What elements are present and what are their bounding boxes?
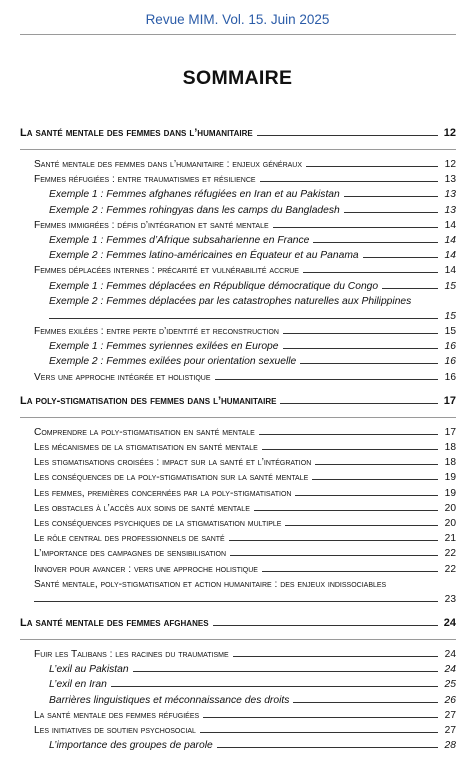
entry-label: Vers une approche intégrée et holistique xyxy=(34,371,211,383)
toc-entry[interactable] xyxy=(20,324,456,339)
entry-page-number: 13 xyxy=(444,174,456,186)
entry-page-number: 20 xyxy=(444,502,456,514)
leader-line xyxy=(213,625,438,626)
toc-entry[interactable] xyxy=(20,562,456,577)
leader-line xyxy=(295,495,438,496)
leader-line xyxy=(230,555,438,556)
entry-page-number: 15 xyxy=(444,310,456,322)
toc-entry[interactable] xyxy=(20,354,456,369)
leader-line xyxy=(262,571,438,572)
entry-label: Les mécanismes de la stigmatisation en santé mentale xyxy=(34,442,258,454)
entry-page-number: 28 xyxy=(444,740,456,752)
section-page-number: 24 xyxy=(443,617,456,630)
toc-entry[interactable] xyxy=(20,501,456,516)
entry-leader-row xyxy=(34,592,456,607)
entry-label: Les initiatives de soutien psychosocial xyxy=(34,725,196,737)
leader-line xyxy=(215,379,438,380)
page-title: SOMMAIRE xyxy=(182,67,293,89)
toc-section xyxy=(20,127,456,385)
entry-label: Exemple 2 : Femmes latino-américaines en Équateur et au Panama xyxy=(49,250,359,262)
leader-line xyxy=(233,656,438,657)
entry-page-number: 27 xyxy=(444,725,456,737)
toc-entry[interactable] xyxy=(20,279,456,294)
toc-entry[interactable] xyxy=(20,693,456,708)
entry-label: Exemple 2 : Femmes rohingyas dans les camps du Bangladesh xyxy=(49,204,340,216)
leader-line xyxy=(34,601,438,602)
toc-entry[interactable] xyxy=(20,677,456,692)
toc-entry[interactable] xyxy=(20,248,456,263)
entry-page-number: 12 xyxy=(444,159,456,170)
entry-label: Femmes déplacées internes : précarité et vulnérabilité accrue xyxy=(34,265,299,277)
toc-entry[interactable] xyxy=(20,455,456,470)
leader-line xyxy=(262,449,438,450)
leader-line xyxy=(111,686,438,687)
entry-page-number: 22 xyxy=(444,548,456,560)
leader-line xyxy=(273,227,438,228)
toc-entry[interactable] xyxy=(20,187,456,202)
entry-page-number: 19 xyxy=(444,472,456,484)
toc-entry[interactable] xyxy=(20,425,456,440)
entry-page-number: 20 xyxy=(444,517,456,529)
entry-label: Femmes immigrées : défis d’intégration et santé mentale xyxy=(34,219,269,231)
toc-entry[interactable] xyxy=(20,470,456,485)
entry-page-number: 14 xyxy=(444,250,456,262)
entry-label: Comprendre la poly-stigmatisation en santé mentale xyxy=(34,426,255,438)
leader-line xyxy=(306,166,438,167)
entry-label: L’importance des campagnes de sensibilisation xyxy=(34,548,227,560)
entry-label: Les stigmatisations croisées : impact sur la santé et l’intégration xyxy=(34,457,312,469)
toc-entry[interactable] xyxy=(20,708,456,723)
toc-entry[interactable] xyxy=(20,577,456,607)
leader-line xyxy=(344,212,438,213)
entry-label: Femmes exilées : entre perte d’identité et reconstruction xyxy=(34,326,279,338)
entry-label: Exemple 2 : Femmes déplacées par les catastrophes naturelles aux Philippines xyxy=(49,295,412,307)
leader-line xyxy=(200,732,438,733)
entry-page-number: 15 xyxy=(444,280,456,292)
entry-page-number: 16 xyxy=(444,371,456,383)
entry-leader-row xyxy=(49,309,456,324)
section-title: La poly-stigmatisation des femmes dans l’humanitaire xyxy=(20,394,277,407)
leader-line xyxy=(259,434,438,435)
leader-line xyxy=(280,403,438,404)
entry-page-number: 24 xyxy=(444,664,456,676)
section-divider xyxy=(20,417,456,418)
entry-page-number: 14 xyxy=(444,265,456,277)
leader-line xyxy=(312,479,438,480)
leader-line xyxy=(133,671,438,672)
entry-page-number: 16 xyxy=(444,341,456,353)
entry-label: Exemple 1 : Femmes déplacées en République démocratique du Congo xyxy=(49,280,379,292)
entry-label: Santé mentale, poly-stigmatisation et action humanitaire : des enjeux indissociables xyxy=(34,578,387,590)
entry-page-number: 25 xyxy=(444,679,456,691)
leader-line xyxy=(303,272,438,273)
entry-label: Exemple 1 : Femmes syriennes exilées en Europe xyxy=(49,341,279,353)
toc-entry[interactable] xyxy=(20,516,456,531)
toc-entry[interactable] xyxy=(20,233,456,248)
entry-page-number: 17 xyxy=(444,426,456,438)
entry-page-number: 21 xyxy=(444,533,456,545)
entry-page-number: 16 xyxy=(444,356,456,368)
leader-line xyxy=(229,540,438,541)
toc-entry[interactable] xyxy=(20,440,456,455)
section-divider xyxy=(20,639,456,640)
section-heading[interactable] xyxy=(20,617,456,637)
section-title: La santé mentale des femmes afghanes xyxy=(20,617,209,630)
toc-entry[interactable] xyxy=(20,662,456,677)
entry-page-number: 18 xyxy=(444,442,456,454)
toc-entry[interactable] xyxy=(20,339,456,354)
entry-page-number: 14 xyxy=(444,219,456,231)
header-rule xyxy=(20,34,456,35)
toc-entry[interactable] xyxy=(20,531,456,546)
toc-entry[interactable] xyxy=(20,738,456,753)
entry-page-number: 14 xyxy=(444,234,456,246)
leader-line xyxy=(257,135,438,136)
leader-line xyxy=(217,747,438,748)
toc-entry[interactable] xyxy=(20,218,456,233)
toc-entry[interactable] xyxy=(20,486,456,501)
entry-label: Exemple 2 : Femmes exilées pour orientation sexuelle xyxy=(49,356,297,368)
leader-line xyxy=(293,702,438,703)
section-page-number: 12 xyxy=(443,127,456,139)
journal-header: Revue MIM. Vol. 15. Juin 2025 xyxy=(145,12,330,27)
toc-entry[interactable] xyxy=(20,294,456,324)
toc-entry[interactable] xyxy=(20,263,456,278)
entry-label: L’exil en Iran xyxy=(49,679,107,691)
leader-line xyxy=(49,318,438,319)
entry-label: Barrières linguistiques et méconnaissance des droits xyxy=(49,694,290,706)
toc-entry[interactable] xyxy=(20,647,456,662)
entry-page-number: 22 xyxy=(444,563,456,575)
entry-page-number: 13 xyxy=(444,189,456,201)
section-heading[interactable] xyxy=(20,395,456,415)
entry-label: Exemple 1 : Femmes d’Afrique subsaharienne en France xyxy=(49,234,310,246)
toc-entry[interactable] xyxy=(20,370,456,385)
section-title: La santé mentale des femmes dans l’humanitaire xyxy=(20,127,253,139)
toc-section xyxy=(20,617,456,753)
section-divider xyxy=(20,149,456,150)
entry-label: Exemple 1 : Femmes afghanes réfugiées en Iran et au Pakistan xyxy=(49,189,340,201)
entry-page-number: 24 xyxy=(444,649,456,661)
table-of-contents xyxy=(20,127,456,763)
toc-entry[interactable] xyxy=(20,723,456,738)
leader-line xyxy=(315,464,438,465)
entry-page-number: 19 xyxy=(444,487,456,499)
toc-entry[interactable] xyxy=(20,203,456,218)
entry-label: L’exil au Pakistan xyxy=(49,664,129,676)
leader-line xyxy=(382,288,438,289)
entry-label: Les obstacles à l’accès aux soins de santé mentale xyxy=(34,502,250,514)
leader-line xyxy=(363,257,438,258)
entry-page-number: 23 xyxy=(444,593,456,605)
entry-label: Femmes réfugiées : entre traumatismes et résilience xyxy=(34,174,256,186)
entry-page-number: 13 xyxy=(444,204,456,216)
entry-page-number: 18 xyxy=(444,457,456,469)
entry-label: L’importance des groupes de parole xyxy=(49,740,213,752)
toc-entry[interactable] xyxy=(20,546,456,561)
leader-line xyxy=(283,348,439,349)
entry-page-number: 26 xyxy=(444,694,456,706)
entry-label: Les conséquences psychiques de la stigmatisation multiple xyxy=(34,517,282,529)
toc-entry[interactable] xyxy=(20,157,456,172)
toc-entry[interactable] xyxy=(20,172,456,187)
leader-line xyxy=(344,196,438,197)
leader-line xyxy=(300,363,438,364)
entry-label: Les conséquences de la poly-stigmatisation sur la santé mentale xyxy=(34,472,309,484)
section-page-number: 17 xyxy=(443,394,456,407)
leader-line xyxy=(283,333,438,334)
toc-section xyxy=(20,395,456,607)
leader-line xyxy=(260,181,438,182)
entry-label: La santé mentale des femmes réfugiées xyxy=(34,709,200,721)
entry-page-number: 15 xyxy=(444,326,456,338)
leader-line xyxy=(254,510,438,511)
entry-label: Santé mentale des femmes dans l’humanitaire : enjeux généraux xyxy=(34,159,303,170)
entry-page-number: 27 xyxy=(444,709,456,721)
entry-label: Innover pour avancer : vers une approche holistique xyxy=(34,563,258,575)
leader-line xyxy=(285,525,438,526)
entry-label: Fuir les Talibans : les racines du traumatisme xyxy=(34,649,229,661)
leader-line xyxy=(313,242,438,243)
entry-label: Les femmes, premières concernées par la poly-stigmatisation xyxy=(34,487,292,499)
leader-line xyxy=(203,717,438,718)
section-heading[interactable] xyxy=(20,127,456,147)
entry-label: Le rôle central des professionnels de santé xyxy=(34,533,225,545)
